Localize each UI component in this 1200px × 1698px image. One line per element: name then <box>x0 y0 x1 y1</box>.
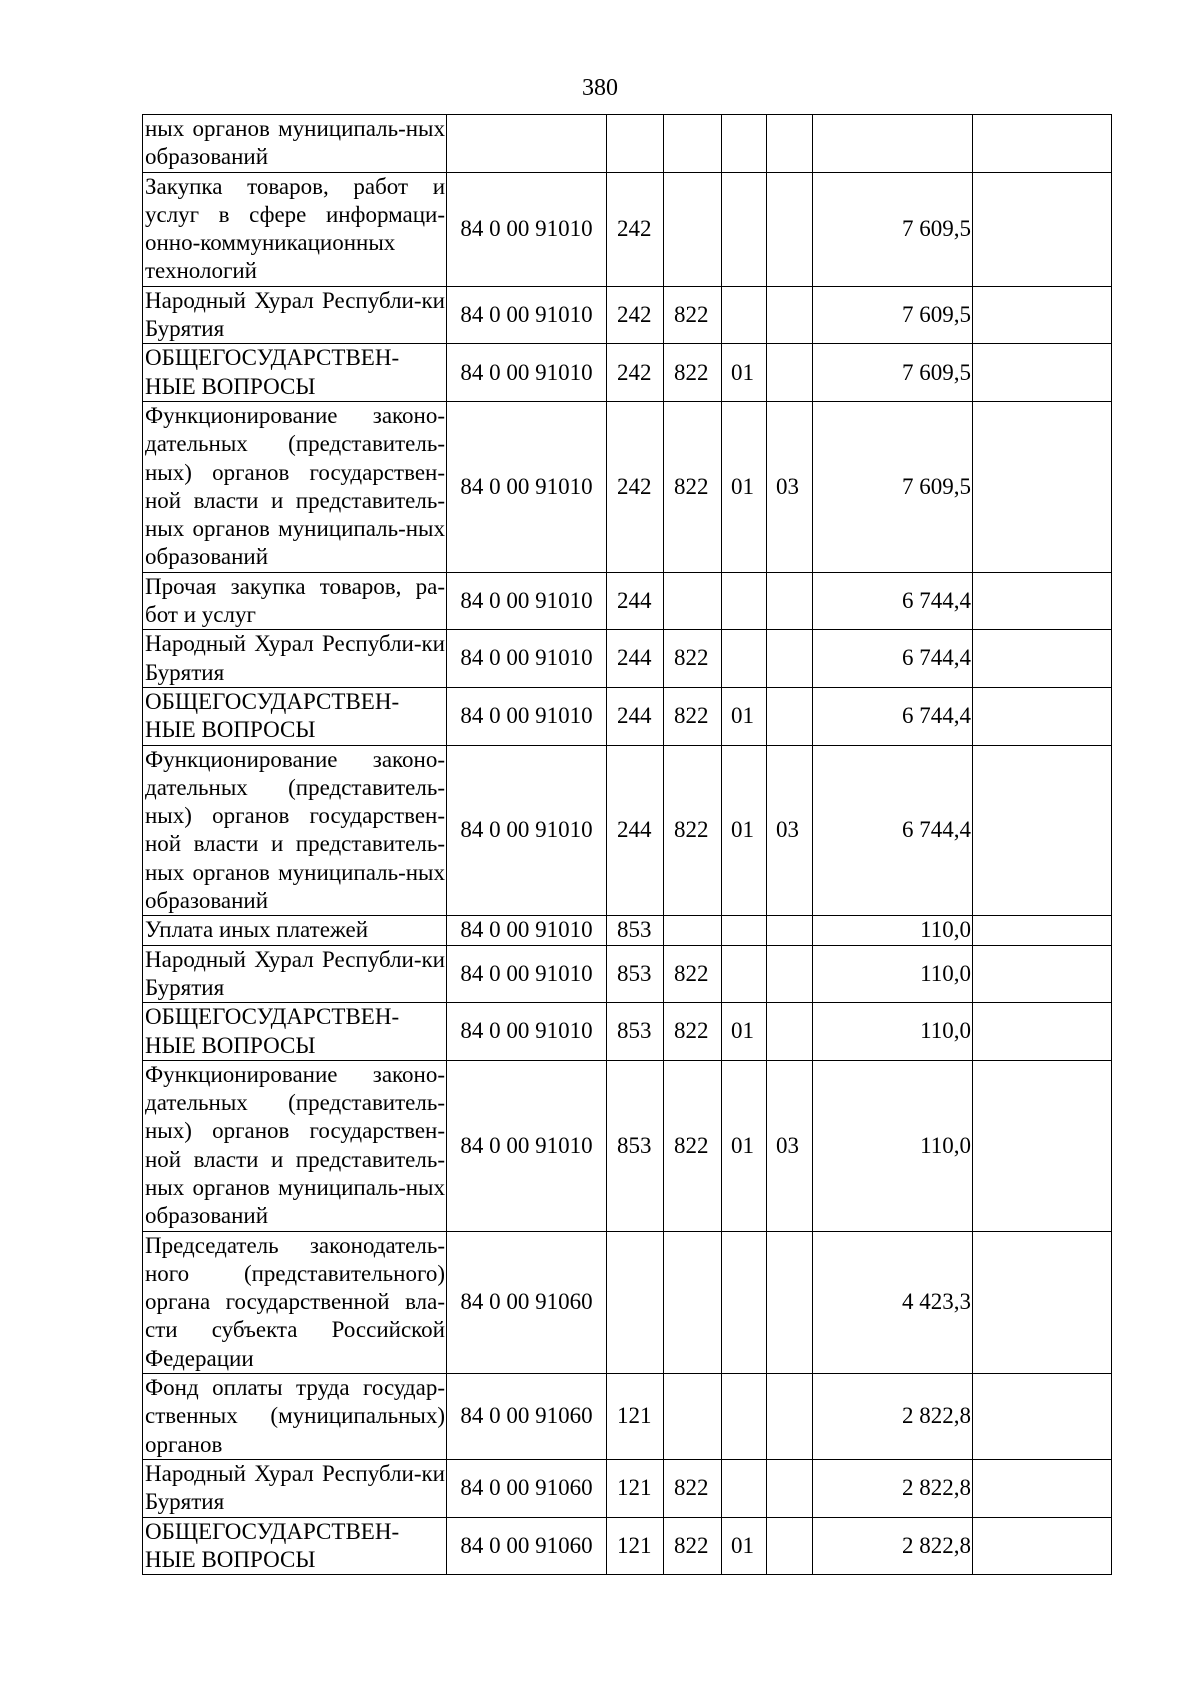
cell-expense-type: 242 <box>607 401 664 572</box>
cell-section <box>722 1374 767 1460</box>
cell-subsection <box>767 286 813 344</box>
cell-administrator <box>664 1231 722 1373</box>
cell-expense-type <box>607 115 664 173</box>
cell-subsection: 03 <box>767 1060 813 1231</box>
table-row <box>143 945 1112 1003</box>
cell-name: Функционирование законо-дательных (представитель-ных) органов государствен-ной власти и представитель-ных органов муниципаль-ных образований <box>143 1060 447 1231</box>
table-row <box>143 172 1112 286</box>
cell-section <box>722 916 767 945</box>
cell-expense-type: 242 <box>607 286 664 344</box>
table-row <box>143 401 1112 572</box>
cell-target-article: 84 0 00 91010 <box>447 572 607 630</box>
cell-administrator: 822 <box>664 945 722 1003</box>
cell-extra <box>973 1517 1112 1575</box>
cell-target-article: 84 0 00 91010 <box>447 945 607 1003</box>
cell-administrator: 822 <box>664 1459 722 1517</box>
cell-target-article: 84 0 00 91010 <box>447 401 607 572</box>
cell-expense-type: 121 <box>607 1374 664 1460</box>
cell-expense-type: 853 <box>607 1060 664 1231</box>
cell-extra <box>973 286 1112 344</box>
table-row <box>143 1459 1112 1517</box>
cell-amount: 2 822,8 <box>813 1374 973 1460</box>
cell-expense-type: 853 <box>607 916 664 945</box>
table-row <box>143 572 1112 630</box>
cell-subsection <box>767 1374 813 1460</box>
cell-expense-type: 242 <box>607 344 664 402</box>
cell-name: Народный Хурал Республи-ки Бурятия <box>143 286 447 344</box>
cell-target-article: 84 0 00 91060 <box>447 1517 607 1575</box>
cell-name: ОБЩЕГОСУДАРСТВЕН-НЫЕ ВОПРОСЫ <box>143 1517 447 1575</box>
page-number: 380 <box>582 75 618 101</box>
cell-target-article: 84 0 00 91010 <box>447 687 607 745</box>
cell-expense-type: 242 <box>607 172 664 286</box>
cell-section <box>722 1231 767 1373</box>
cell-name: Председатель законодатель-ного (представительного) органа государственной вла-сти субъекта Российской Федерации <box>143 1231 447 1373</box>
cell-amount: 6 744,4 <box>813 745 973 916</box>
cell-administrator: 822 <box>664 630 722 688</box>
cell-name: Народный Хурал Республи-ки Бурятия <box>143 630 447 688</box>
cell-section <box>722 630 767 688</box>
cell-extra <box>973 1231 1112 1373</box>
cell-expense-type: 853 <box>607 1003 664 1061</box>
cell-section: 01 <box>722 1060 767 1231</box>
cell-subsection <box>767 687 813 745</box>
cell-subsection <box>767 572 813 630</box>
cell-amount: 2 822,8 <box>813 1459 973 1517</box>
cell-subsection <box>767 344 813 402</box>
table-row <box>143 916 1112 945</box>
cell-extra <box>973 945 1112 1003</box>
cell-expense-type: 121 <box>607 1517 664 1575</box>
table-row <box>143 745 1112 916</box>
cell-amount <box>813 115 973 173</box>
cell-extra <box>973 572 1112 630</box>
cell-extra <box>973 344 1112 402</box>
cell-expense-type: 853 <box>607 945 664 1003</box>
cell-amount: 110,0 <box>813 1060 973 1231</box>
cell-expense-type: 244 <box>607 745 664 916</box>
cell-amount: 4 423,3 <box>813 1231 973 1373</box>
cell-amount: 110,0 <box>813 916 973 945</box>
cell-target-article: 84 0 00 91010 <box>447 630 607 688</box>
cell-subsection <box>767 945 813 1003</box>
cell-target-article: 84 0 00 91010 <box>447 172 607 286</box>
cell-amount: 7 609,5 <box>813 172 973 286</box>
cell-extra <box>973 1459 1112 1517</box>
table-row <box>143 286 1112 344</box>
cell-section: 01 <box>722 401 767 572</box>
table-row <box>143 1374 1112 1460</box>
cell-name: Закупка товаров, работ и услуг в сфере информаци-онно-коммуникационных технологий <box>143 172 447 286</box>
cell-amount: 7 609,5 <box>813 286 973 344</box>
cell-extra <box>973 115 1112 173</box>
cell-expense-type <box>607 1231 664 1373</box>
cell-administrator: 822 <box>664 1517 722 1575</box>
cell-subsection <box>767 1231 813 1373</box>
cell-administrator <box>664 115 722 173</box>
cell-subsection <box>767 1003 813 1061</box>
cell-name: Функционирование законо-дательных (представитель-ных) органов государствен-ной власти и представитель-ных органов муниципаль-ных образований <box>143 401 447 572</box>
cell-amount: 6 744,4 <box>813 687 973 745</box>
cell-name: ОБЩЕГОСУДАРСТВЕН-НЫЕ ВОПРОСЫ <box>143 1003 447 1061</box>
cell-subsection: 03 <box>767 745 813 916</box>
cell-target-article: 84 0 00 91010 <box>447 1003 607 1061</box>
cell-subsection <box>767 916 813 945</box>
cell-section: 01 <box>722 1517 767 1575</box>
cell-target-article: 84 0 00 91060 <box>447 1374 607 1460</box>
cell-administrator: 822 <box>664 745 722 916</box>
cell-section <box>722 572 767 630</box>
cell-extra <box>973 916 1112 945</box>
cell-extra <box>973 401 1112 572</box>
cell-amount: 6 744,4 <box>813 572 973 630</box>
cell-administrator: 822 <box>664 1003 722 1061</box>
cell-extra <box>973 630 1112 688</box>
budget-table <box>142 114 1112 1575</box>
cell-name: Прочая закупка товаров, ра-бот и услуг <box>143 572 447 630</box>
table-row <box>143 630 1112 688</box>
cell-administrator: 822 <box>664 286 722 344</box>
cell-name: Народный Хурал Республи-ки Бурятия <box>143 1459 447 1517</box>
cell-section <box>722 172 767 286</box>
cell-target-article <box>447 115 607 173</box>
cell-subsection: 03 <box>767 401 813 572</box>
cell-name: ОБЩЕГОСУДАРСТВЕН-НЫЕ ВОПРОСЫ <box>143 344 447 402</box>
table-row <box>143 1231 1112 1373</box>
cell-target-article: 84 0 00 91010 <box>447 1060 607 1231</box>
table-body <box>143 115 1112 1575</box>
cell-subsection <box>767 115 813 173</box>
cell-section: 01 <box>722 344 767 402</box>
cell-section <box>722 945 767 1003</box>
cell-name: ОБЩЕГОСУДАРСТВЕН-НЫЕ ВОПРОСЫ <box>143 687 447 745</box>
cell-administrator: 822 <box>664 1060 722 1231</box>
cell-target-article: 84 0 00 91010 <box>447 286 607 344</box>
cell-amount: 110,0 <box>813 1003 973 1061</box>
cell-name: Уплата иных платежей <box>143 916 447 945</box>
cell-amount: 110,0 <box>813 945 973 1003</box>
cell-name: ных органов муниципаль-ных образований <box>143 115 447 173</box>
cell-subsection <box>767 172 813 286</box>
cell-administrator <box>664 172 722 286</box>
cell-target-article: 84 0 00 91010 <box>447 745 607 916</box>
cell-extra <box>973 1003 1112 1061</box>
cell-section: 01 <box>722 745 767 916</box>
cell-section: 01 <box>722 1003 767 1061</box>
cell-extra <box>973 745 1112 916</box>
cell-expense-type: 244 <box>607 572 664 630</box>
cell-section <box>722 286 767 344</box>
table-row <box>143 115 1112 173</box>
cell-target-article: 84 0 00 91010 <box>447 916 607 945</box>
cell-amount: 2 822,8 <box>813 1517 973 1575</box>
cell-section: 01 <box>722 687 767 745</box>
cell-administrator <box>664 916 722 945</box>
cell-administrator: 822 <box>664 401 722 572</box>
cell-expense-type: 121 <box>607 1459 664 1517</box>
cell-administrator <box>664 572 722 630</box>
cell-name: Народный Хурал Республи-ки Бурятия <box>143 945 447 1003</box>
cell-target-article: 84 0 00 91060 <box>447 1459 607 1517</box>
cell-administrator: 822 <box>664 687 722 745</box>
cell-administrator <box>664 1374 722 1460</box>
cell-subsection <box>767 1459 813 1517</box>
table-row <box>143 344 1112 402</box>
table-row <box>143 1517 1112 1575</box>
cell-target-article: 84 0 00 91010 <box>447 344 607 402</box>
cell-target-article: 84 0 00 91060 <box>447 1231 607 1373</box>
cell-amount: 7 609,5 <box>813 401 973 572</box>
cell-section <box>722 115 767 173</box>
cell-amount: 6 744,4 <box>813 630 973 688</box>
cell-expense-type: 244 <box>607 630 664 688</box>
table-row <box>143 1060 1112 1231</box>
cell-amount: 7 609,5 <box>813 344 973 402</box>
cell-subsection <box>767 1517 813 1575</box>
cell-section <box>722 1459 767 1517</box>
cell-subsection <box>767 630 813 688</box>
cell-administrator: 822 <box>664 344 722 402</box>
cell-name: Фонд оплаты труда государ-ственных (муниципальных) органов <box>143 1374 447 1460</box>
table-row <box>143 1003 1112 1061</box>
cell-expense-type: 244 <box>607 687 664 745</box>
cell-extra <box>973 1060 1112 1231</box>
cell-extra <box>973 1374 1112 1460</box>
table-row <box>143 687 1112 745</box>
cell-extra <box>973 687 1112 745</box>
cell-name: Функционирование законо-дательных (представитель-ных) органов государствен-ной власти и представитель-ных органов муниципаль-ных образований <box>143 745 447 916</box>
cell-extra <box>973 172 1112 286</box>
